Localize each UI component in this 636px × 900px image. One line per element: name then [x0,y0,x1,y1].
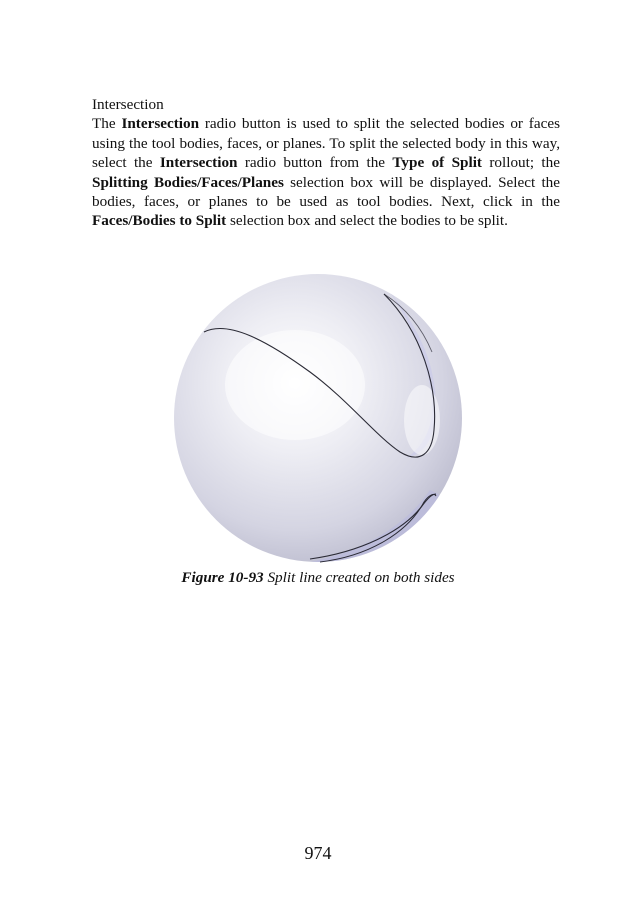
para-run-bold: Faces/Bodies to Split [92,212,227,230]
para-run: selection box and select the bodies to be split. [226,212,508,230]
figure-caption [0,568,636,587]
para-run: selection box will be displayed. Select the bodies, faces, or planes to be used as tool bodies. Next, click in the [92,173,561,211]
body-paragraph [92,114,560,230]
para-run-bold: Type of Split [392,154,482,172]
para-run: rollout; the [481,154,560,172]
sphere-illustration [170,270,466,566]
para-run: radio button is used to split the selected bodies or faces using the tool bodies, faces, or planes. To split the selected body in this way, select the [92,115,560,172]
para-run-bold: Intersection [159,154,238,172]
highlight [225,330,365,440]
page-number: 974 [304,843,332,863]
para-run: radio button from the [237,154,393,172]
figure-label: Figure 10-93 [181,569,264,586]
text-block [92,95,560,231]
figure-caption-text: Split line created on both sides [263,569,455,586]
section-heading: Intersection [92,96,164,113]
para-run: The [92,115,122,133]
para-run-bold: Splitting Bodies/Faces/Planes [92,173,284,191]
sphere-figure [170,270,466,566]
para-run-bold: Intersection [121,115,200,133]
